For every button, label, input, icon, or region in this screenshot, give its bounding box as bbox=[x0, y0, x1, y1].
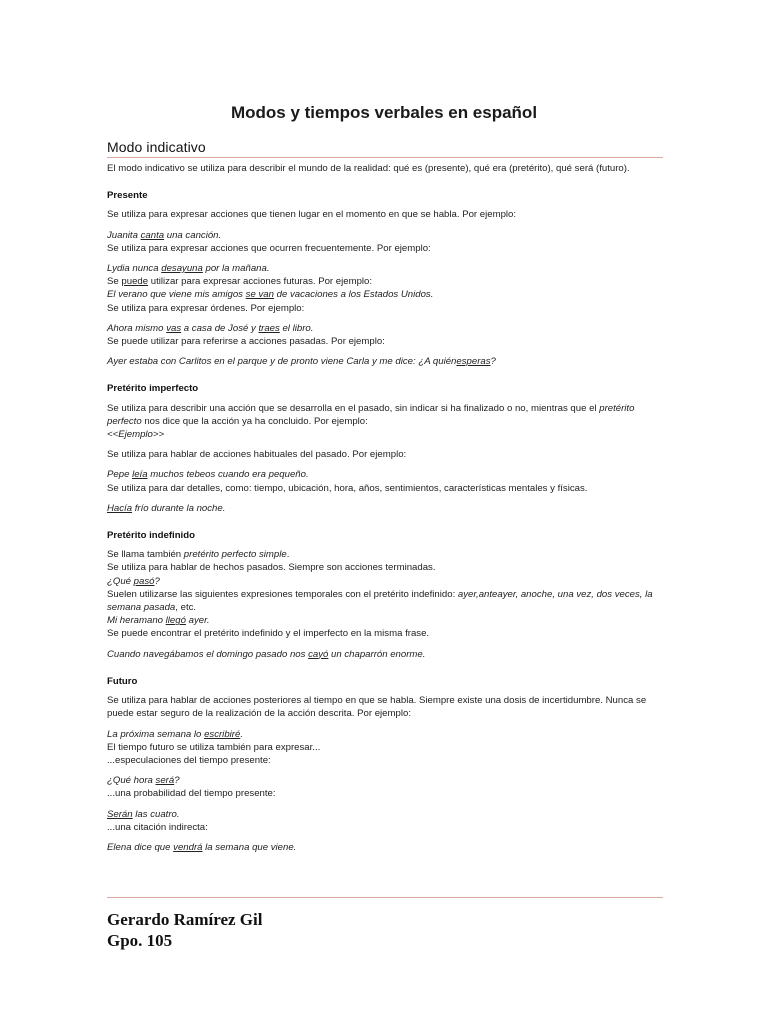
body-text: Se utiliza para describir una acción que se desarrolla en el pasado, sin indicar si ha finalizado o no, mientras que el bbox=[107, 402, 600, 414]
indefinido-line-4: Se puede encontrar el pretérito indefinido y el imperfecto en la misma frase. bbox=[107, 628, 430, 640]
example-text: ¿Qué hora bbox=[107, 775, 156, 787]
document-body bbox=[107, 162, 663, 854]
presente-line-3 bbox=[107, 275, 663, 288]
example-text: de vacaciones a los Estados Unidos. bbox=[273, 289, 434, 301]
underlined-verb: puede bbox=[121, 276, 149, 288]
indefinido-example-2 bbox=[107, 614, 663, 627]
imperfecto-line-3: Se utiliza para dar detalles, como: tiempo, ubicación, hora, años, sentimientos, características mentales y físicas. bbox=[107, 482, 588, 494]
presente-example-4 bbox=[107, 322, 663, 335]
underlined-verb: cayó bbox=[308, 648, 329, 660]
example-text: ? bbox=[490, 356, 496, 368]
author-group: Gpo. 105 bbox=[107, 931, 173, 950]
section-title: Modo indicativo bbox=[107, 139, 206, 155]
body-text: nos dice que la acción ya ha concluido. Por ejemplo: bbox=[141, 415, 368, 427]
body-text: , etc. bbox=[175, 602, 197, 614]
indefinido-example-3 bbox=[107, 648, 663, 661]
section-divider bbox=[107, 157, 663, 158]
subheading-indefinido: Pretérito indefinido bbox=[107, 530, 195, 542]
example-text: Lydia nunca bbox=[107, 263, 162, 275]
underlined-verb: vendrá bbox=[173, 841, 203, 853]
underlined-verb: desayuna bbox=[161, 263, 203, 275]
body-text: Se bbox=[107, 276, 122, 288]
presente-example-5 bbox=[107, 355, 663, 368]
futuro-example-3 bbox=[107, 808, 663, 821]
example-text: ? bbox=[154, 575, 160, 587]
indefinido-example-1 bbox=[107, 575, 663, 588]
author-block bbox=[107, 909, 262, 951]
futuro-example-2 bbox=[107, 774, 663, 787]
presente-line-5: Se puede utilizar para referirse a acciones pasadas. Por ejemplo: bbox=[107, 336, 385, 348]
body-text: utilizar para expresar acciones futuras. Por ejemplo: bbox=[148, 276, 373, 288]
subheading-presente: Presente bbox=[107, 190, 148, 202]
futuro-example-4 bbox=[107, 841, 663, 854]
indefinido-line-2: Se utiliza para hablar de hechos pasados. Siempre son acciones terminadas. bbox=[107, 562, 436, 574]
imperfecto-line-2: Se utiliza para hablar de acciones habituales del pasado. Por ejemplo: bbox=[107, 449, 407, 461]
futuro-line-2: El tiempo futuro se utiliza también para expresar... bbox=[107, 741, 321, 753]
example-text: Cuando navegábamos el domingo pasado nos bbox=[107, 648, 309, 660]
underlined-verb: escribiré bbox=[204, 728, 241, 740]
author-name: Gerardo Ramírez Gil bbox=[107, 910, 263, 929]
underlined-verb: llegó bbox=[165, 615, 186, 627]
indefinido-line-1 bbox=[107, 548, 663, 561]
example-text: La próxima semana lo bbox=[107, 728, 205, 740]
imperfecto-placeholder: <<Ejemplo>> bbox=[107, 429, 165, 441]
futuro-example-1 bbox=[107, 728, 663, 741]
italic-term: pretérito perfecto simple bbox=[183, 549, 287, 561]
example-text: muchos tebeos cuando era pequeño. bbox=[147, 469, 309, 481]
imperfecto-example-2 bbox=[107, 502, 663, 515]
presente-line-2: Se utiliza para expresar acciones que ocurren frecuentemente. Por ejemplo: bbox=[107, 242, 431, 254]
document-title: Modos y tiempos verbales en español bbox=[230, 103, 538, 122]
example-text: frío durante la noche. bbox=[132, 502, 226, 514]
body-text: . bbox=[286, 549, 290, 561]
indefinido-line-3 bbox=[107, 588, 663, 614]
subheading-futuro: Futuro bbox=[107, 675, 138, 687]
example-text: Mi heramano bbox=[107, 615, 166, 627]
futuro-line-3: ...especulaciones del tiempo presente: bbox=[107, 754, 271, 766]
underlined-verb: Serán bbox=[107, 808, 133, 820]
example-text: Elena dice que bbox=[107, 841, 174, 853]
imperfecto-example-1 bbox=[107, 468, 663, 481]
presente-example-3 bbox=[107, 288, 663, 301]
example-text: por la mañana. bbox=[202, 263, 270, 275]
example-text: las cuatro. bbox=[132, 808, 180, 820]
footer-divider bbox=[107, 897, 663, 898]
example-text: Pepe bbox=[107, 469, 133, 481]
underlined-verb: vas bbox=[166, 322, 182, 334]
example-text: a casa de José y bbox=[181, 322, 259, 334]
underlined-verb: se van bbox=[245, 289, 274, 301]
underlined-verb: Hacía bbox=[107, 502, 133, 514]
example-text: Ayer estaba con Carlitos en el parque y de pronto viene Carla y me dice: ¿A quién bbox=[107, 356, 457, 368]
example-text: la semana que viene. bbox=[202, 841, 297, 853]
underlined-verb: será bbox=[155, 775, 175, 787]
imperfecto-line-1 bbox=[107, 402, 663, 428]
presente-example-1 bbox=[107, 229, 663, 242]
italic-term: ayer,anteayer, anoche, una vez, dos veces, la semana pasada bbox=[107, 588, 653, 614]
presente-line-1: Se utiliza para expresar acciones que tienen lugar en el momento en que se habla. Por ejemplo: bbox=[107, 209, 517, 221]
body-text: Se llama también bbox=[107, 549, 184, 561]
example-text: El verano que viene mis amigos bbox=[107, 289, 246, 301]
futuro-line-4: ...una probabilidad del tiempo presente: bbox=[107, 788, 276, 800]
intro-paragraph: El modo indicativo se utiliza para describir el mundo de la realidad: qué es (presente), qué era (pretérito), qué será (futuro). bbox=[107, 163, 630, 174]
example-text: Juanita bbox=[107, 229, 141, 241]
example-text: el libro. bbox=[279, 322, 314, 334]
underlined-verb: traes bbox=[258, 322, 280, 334]
example-text: Ahora mismo bbox=[107, 322, 167, 334]
example-text: ? bbox=[174, 775, 180, 787]
example-text: ayer. bbox=[185, 615, 210, 627]
body-text: Suelen utilizarse las siguientes expresiones temporales con el pretérito indefinido: bbox=[107, 588, 458, 600]
underlined-verb: canta bbox=[140, 229, 165, 241]
futuro-line-1: Se utiliza para hablar de acciones posteriores al tiempo en que se habla. Siempre existe una dosis de incertidumbre. Nunca se puede estar seguro de la realización de la acción descrita. Por ejemplo: bbox=[107, 695, 647, 720]
example-text: una canción. bbox=[164, 229, 222, 241]
italic-term: pretérito perfecto bbox=[107, 402, 635, 427]
example-text: un chaparrón enorme. bbox=[328, 648, 426, 660]
underlined-verb: esperas bbox=[456, 356, 491, 368]
underlined-verb: pasó bbox=[133, 575, 155, 587]
presente-example-2 bbox=[107, 262, 663, 275]
presente-line-4: Se utiliza para expresar órdenes. Por ejemplo: bbox=[107, 302, 305, 314]
example-text: ¿Qué bbox=[107, 575, 134, 587]
underlined-verb: leía bbox=[132, 469, 148, 481]
subheading-imperfecto: Pretérito imperfecto bbox=[107, 383, 199, 395]
futuro-line-5: ...una citación indirecta: bbox=[107, 821, 208, 833]
example-text: . bbox=[240, 728, 243, 740]
